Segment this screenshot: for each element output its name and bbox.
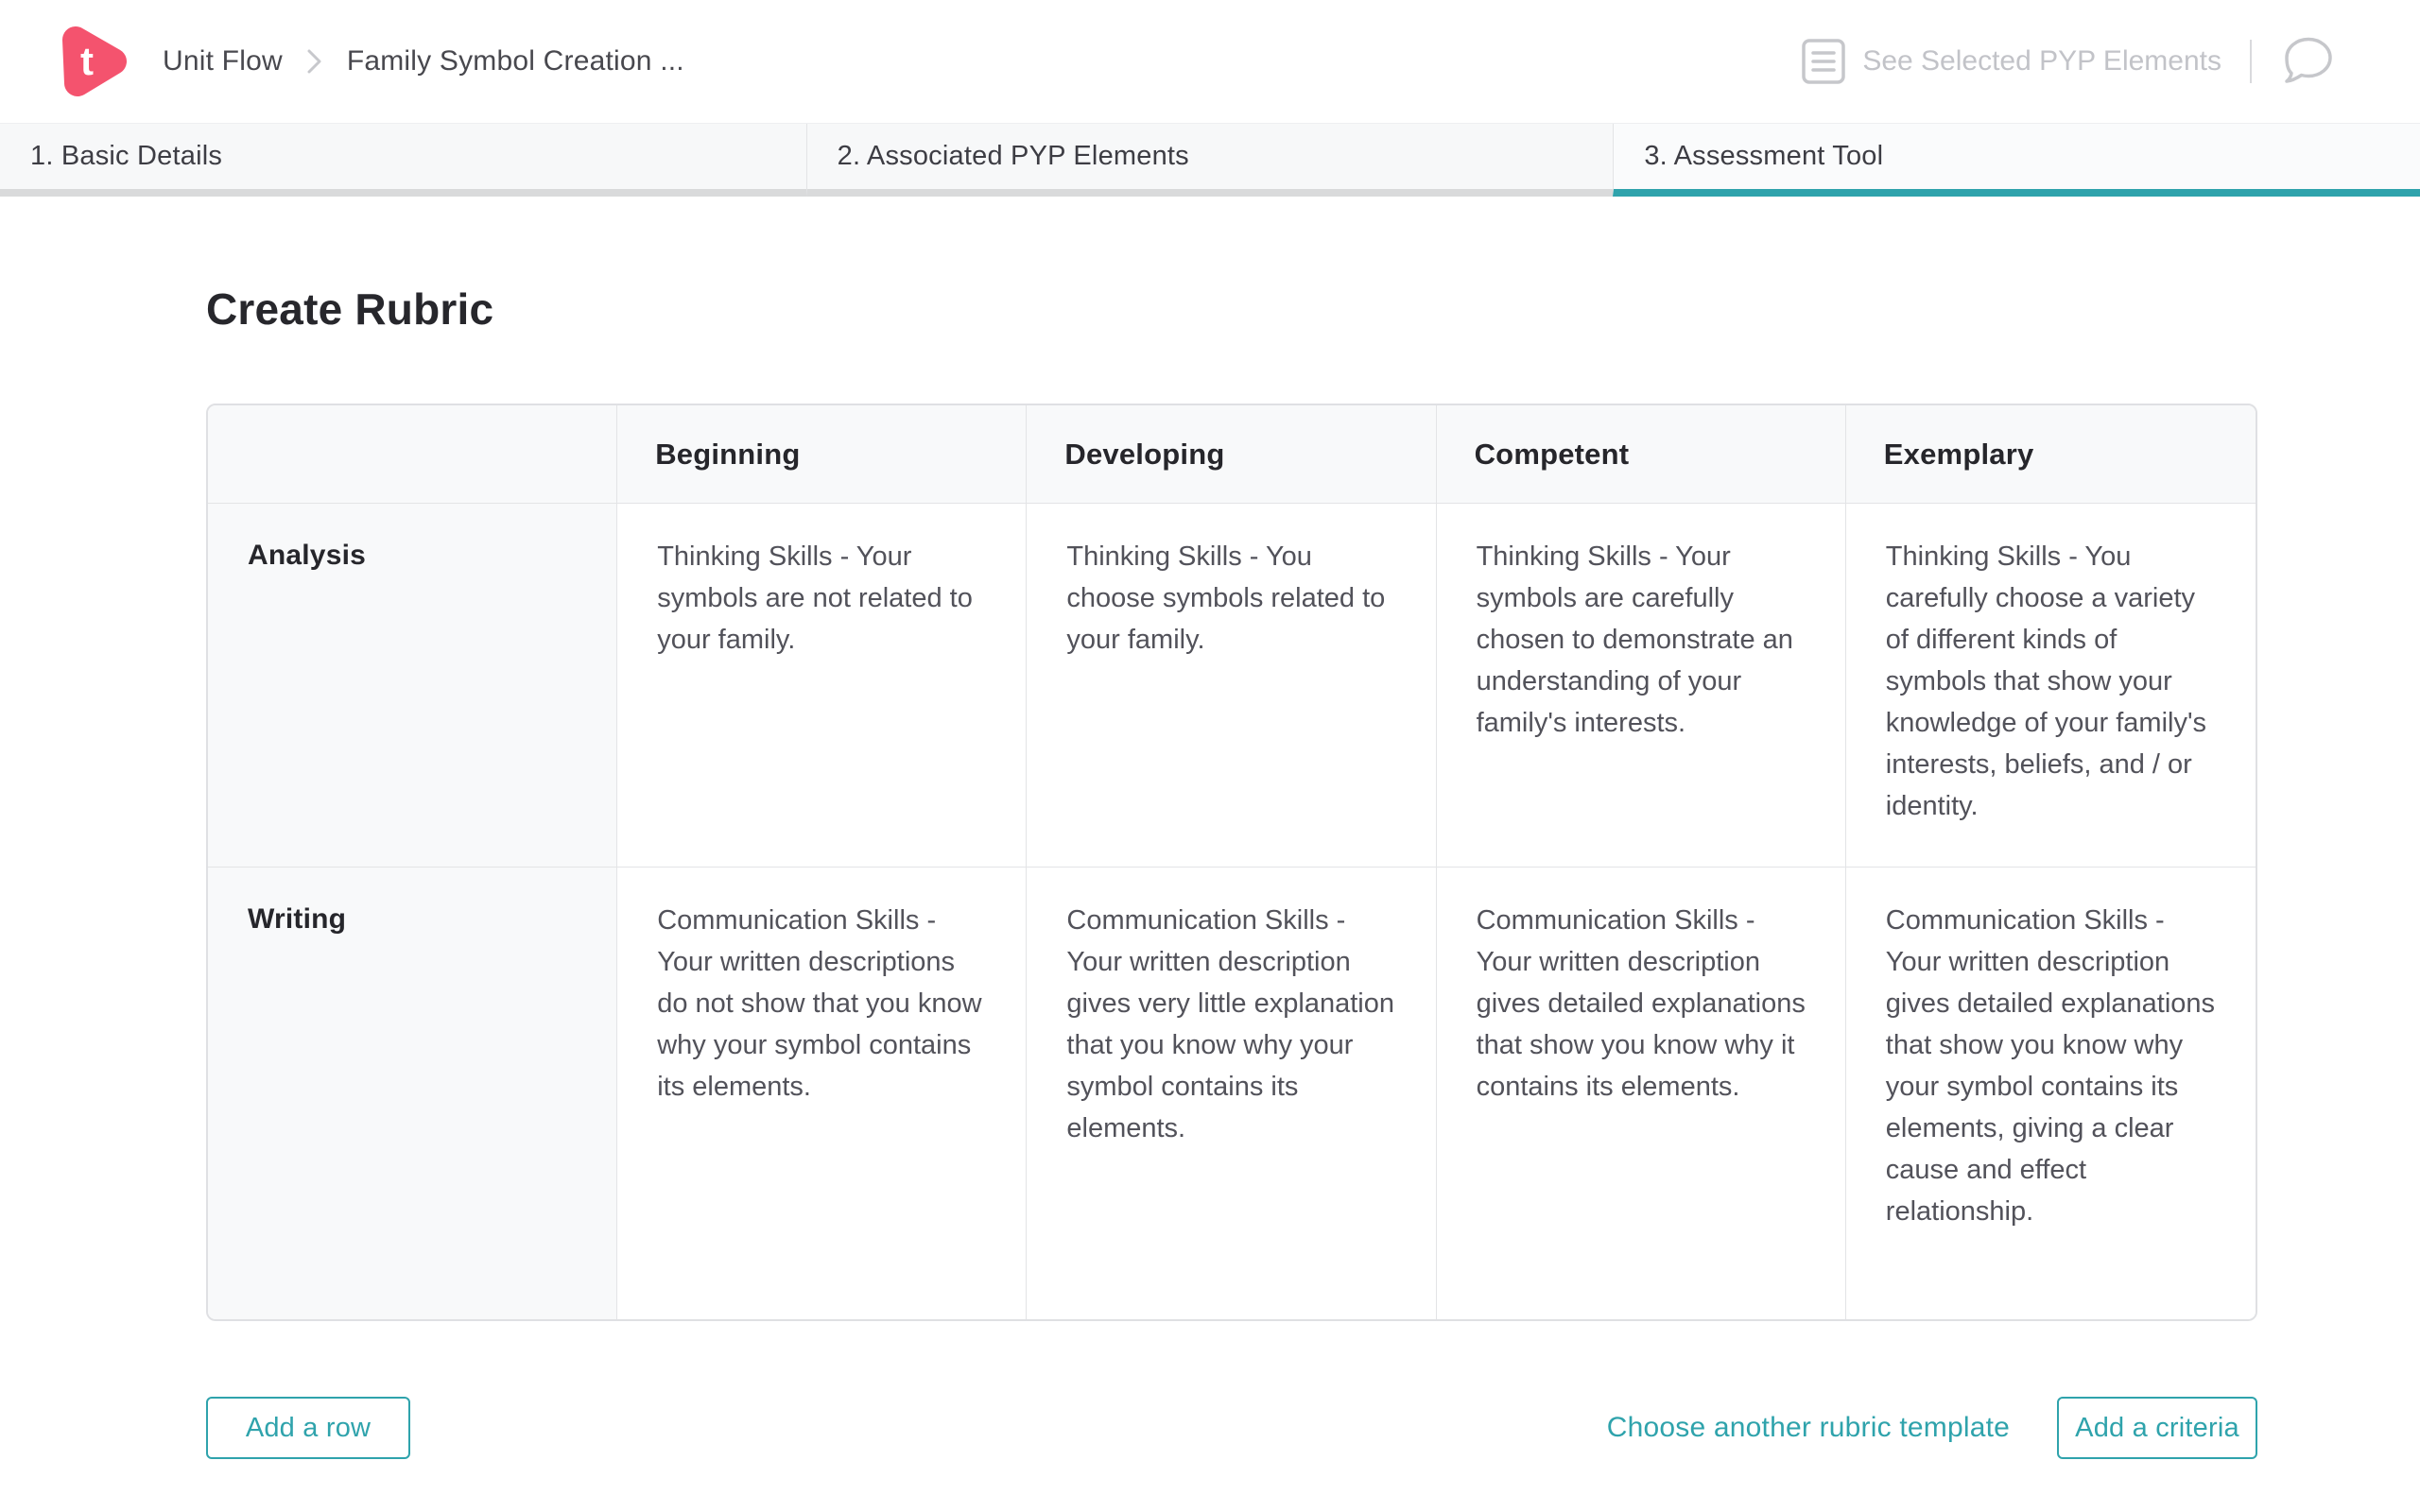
breadcrumb-unit-flow[interactable]: Unit Flow — [163, 45, 283, 77]
rubric-cell-writing-beginning[interactable]: Communication Skills - Your written descriptions do not show that you know why your symbol contains its elements. — [617, 868, 1027, 1319]
svg-text:t: t — [80, 39, 94, 83]
rubric-cell-analysis-beginning[interactable]: Thinking Skills - Your symbols are not related to your family. — [617, 504, 1027, 868]
tab-assessment-tool[interactable]: 3. Assessment Tool — [1613, 124, 2420, 197]
toddle-logo[interactable] — [51, 19, 136, 104]
chevron-right-icon — [307, 47, 322, 76]
logo-blob-icon — [51, 19, 136, 104]
rubric-column-header-beginning[interactable]: Beginning — [617, 405, 1027, 504]
tab-associated-pyp-elements[interactable]: 2. Associated PYP Elements — [806, 124, 1614, 197]
rubric-cell-analysis-exemplary[interactable]: Thinking Skills - You carefully choose a variety of different kinds of symbols that show your knowledge of your family's interests, beliefs, and / or identity. — [1846, 504, 2256, 868]
rubric-column-header-exemplary[interactable]: Exemplary — [1846, 405, 2256, 504]
add-row-button[interactable]: Add a row — [206, 1397, 410, 1459]
assessment-tool-panel — [0, 197, 2420, 1512]
rubric-cell-writing-developing[interactable]: Communication Skills - Your written description gives very little explanation that you know why your symbol contains its elements. — [1027, 868, 1436, 1319]
choose-another-rubric-template-link[interactable]: Choose another rubric template — [1607, 1397, 2010, 1459]
chat-bubble-icon — [2280, 36, 2335, 87]
rubric-row-label-analysis[interactable]: Analysis — [208, 504, 617, 868]
list-document-icon — [1802, 37, 1845, 86]
step-tabbar — [0, 123, 2420, 197]
rubric-corner-cell — [208, 405, 617, 504]
comments-button[interactable] — [2280, 36, 2335, 87]
breadcrumb — [163, 0, 684, 123]
rubric-cell-writing-competent[interactable]: Communication Skills - Your written description gives detailed explanations that show you know why it contains its elements. — [1437, 868, 1846, 1319]
page-title: Create Rubric — [206, 284, 494, 334]
rubric-cell-analysis-competent[interactable]: Thinking Skills - Your symbols are carefully chosen to demonstrate an understanding of your family's interests. — [1437, 504, 1846, 868]
see-selected-pyp-elements-button[interactable] — [1802, 37, 2221, 86]
rubric-column-header-competent[interactable]: Competent — [1437, 405, 1846, 504]
rubric-table — [206, 404, 2257, 1321]
add-criteria-button[interactable]: Add a criteria — [2057, 1397, 2257, 1459]
rubric-cell-analysis-developing[interactable]: Thinking Skills - You choose symbols related to your family. — [1027, 504, 1436, 868]
rubric-cell-writing-exemplary[interactable]: Communication Skills - Your written description gives detailed explanations that show you know why your symbol contains its elements, giving a clear cause and effect relationship. — [1846, 868, 2256, 1319]
rubric-row-label-writing[interactable]: Writing — [208, 868, 617, 1319]
top-header — [0, 0, 2420, 123]
tab-basic-details[interactable]: 1. Basic Details — [0, 124, 806, 197]
rubric-actions — [206, 1397, 2257, 1459]
header-divider — [2250, 40, 2252, 83]
rubric-column-header-developing[interactable]: Developing — [1027, 405, 1436, 504]
breadcrumb-current-page: Family Symbol Creation ... — [346, 45, 684, 77]
see-selected-pyp-elements-label: See Selected PYP Elements — [1862, 45, 2221, 77]
header-actions — [1802, 0, 2335, 123]
